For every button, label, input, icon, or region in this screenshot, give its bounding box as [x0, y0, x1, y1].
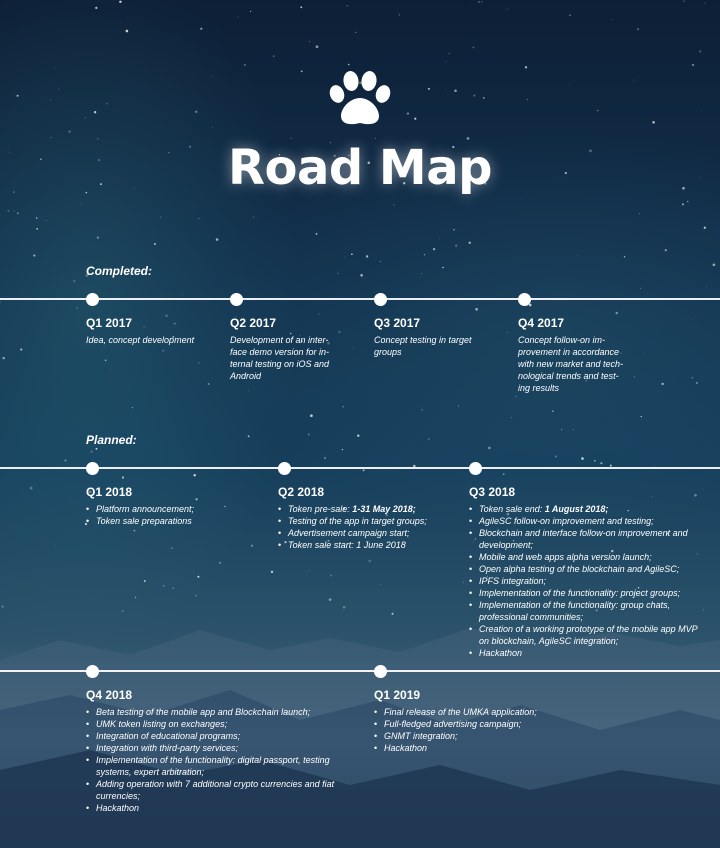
list-item: • Token sale preparations	[86, 515, 256, 527]
milestone-q3-2018	[469, 485, 707, 659]
timeline-dot	[374, 665, 387, 678]
timeline-dot	[86, 293, 99, 306]
list-item: • Integration with third-party services;	[86, 742, 356, 754]
list-item: • IPFS integration;	[469, 575, 707, 587]
milestone-q4-2017	[518, 316, 648, 394]
list-item: • Hackathon	[374, 742, 574, 754]
list-item: • Mobile and web apps alpha version launch;	[469, 551, 707, 563]
list-item: • Token sale start: 1 June 2018	[278, 539, 458, 551]
list-item: • Testing of the app in target groups;	[278, 515, 458, 527]
page-title: Road Map	[228, 140, 492, 196]
milestone-title: Q4 2017	[518, 316, 565, 330]
milestone-title: Q2 2017	[230, 316, 277, 330]
milestone-title: Q3 2018	[469, 485, 516, 499]
milestone-q1-2018	[86, 485, 256, 527]
timeline-dot	[278, 462, 291, 475]
planned-label: Planned:	[86, 433, 137, 447]
list-item: • Beta testing of the mobile app and Blockchain launch;	[86, 706, 356, 718]
timeline-dot	[86, 462, 99, 475]
milestone-description: Concept testing in target groups	[374, 335, 472, 357]
timeline-dot	[469, 462, 482, 475]
paw-icon	[328, 70, 392, 128]
milestone-q3-2017	[374, 316, 504, 358]
milestone-description: Development of an inter- face demo version for in- ternal testing on iOS and Android	[230, 335, 330, 381]
list-item: • AgileSC follow-on improvement and testing;	[469, 515, 707, 527]
milestone-title: Q4 2018	[86, 688, 133, 702]
list-item: • Token sale end: 1 August 2018;	[469, 503, 707, 515]
milestone-title: Q1 2017	[86, 316, 133, 330]
list-item: • Open alpha testing of the blockchain and AgileSC;	[469, 563, 707, 575]
milestone-description: Concept follow-on im- provement in accordance with new market and tech- nological trends and test- ing results	[518, 335, 624, 393]
completed-label: Completed:	[86, 264, 152, 278]
list-item: • GNMT integration;	[374, 730, 574, 742]
milestone-title: Q3 2017	[374, 316, 421, 330]
list-item: • Blockchain and interface follow-on improvement and development;	[469, 527, 707, 551]
completed-timeline	[0, 298, 720, 300]
list-item: • Hackathon	[86, 802, 356, 814]
list-item: • Full-fledged advertising campaign;	[374, 718, 574, 730]
list-item: • Hackathon	[469, 647, 707, 659]
planned-timeline-1	[0, 467, 720, 469]
timeline-dot	[374, 293, 387, 306]
timeline-dot	[230, 293, 243, 306]
list-item: • Advertisement campaign start;	[278, 527, 458, 539]
milestone-q2-2017	[230, 316, 360, 382]
list-item: • Integration of educational programs;	[86, 730, 356, 742]
list-item: • Implementation of the functionality: project groups;	[469, 587, 707, 599]
list-item: • Creation of a working prototype of the mobile app MVP on blockchain, AgileSC integration;	[469, 623, 707, 647]
milestone-title: Q1 2019	[374, 688, 421, 702]
list-item: • Implementation of the functionality: group chats, professional communities;	[469, 599, 707, 623]
list-item: • UMK token listing on exchanges;	[86, 718, 356, 730]
list-item: • Token pre-sale: 1-31 May 2018;	[278, 503, 458, 515]
list-item: • Final release of the UMKA application;	[374, 706, 574, 718]
list-item: • Adding operation with 7 additional crypto currencies and fiat currencies;	[86, 778, 356, 802]
planned-timeline-2	[0, 670, 720, 672]
milestone-q1-2019	[374, 688, 574, 754]
timeline-dot	[86, 665, 99, 678]
list-item: • Implementation of the functionality: digital passport, testing systems, expert arbitration;	[86, 754, 356, 778]
milestone-q1-2017	[86, 316, 216, 346]
milestone-q4-2018	[86, 688, 356, 814]
milestone-description: Idea, concept development	[86, 335, 195, 345]
timeline-dot	[518, 293, 531, 306]
milestone-title: Q2 2018	[278, 485, 325, 499]
milestone-title: Q1 2018	[86, 485, 133, 499]
milestone-q2-2018	[278, 485, 458, 551]
list-item: • Platform announcement;	[86, 503, 256, 515]
